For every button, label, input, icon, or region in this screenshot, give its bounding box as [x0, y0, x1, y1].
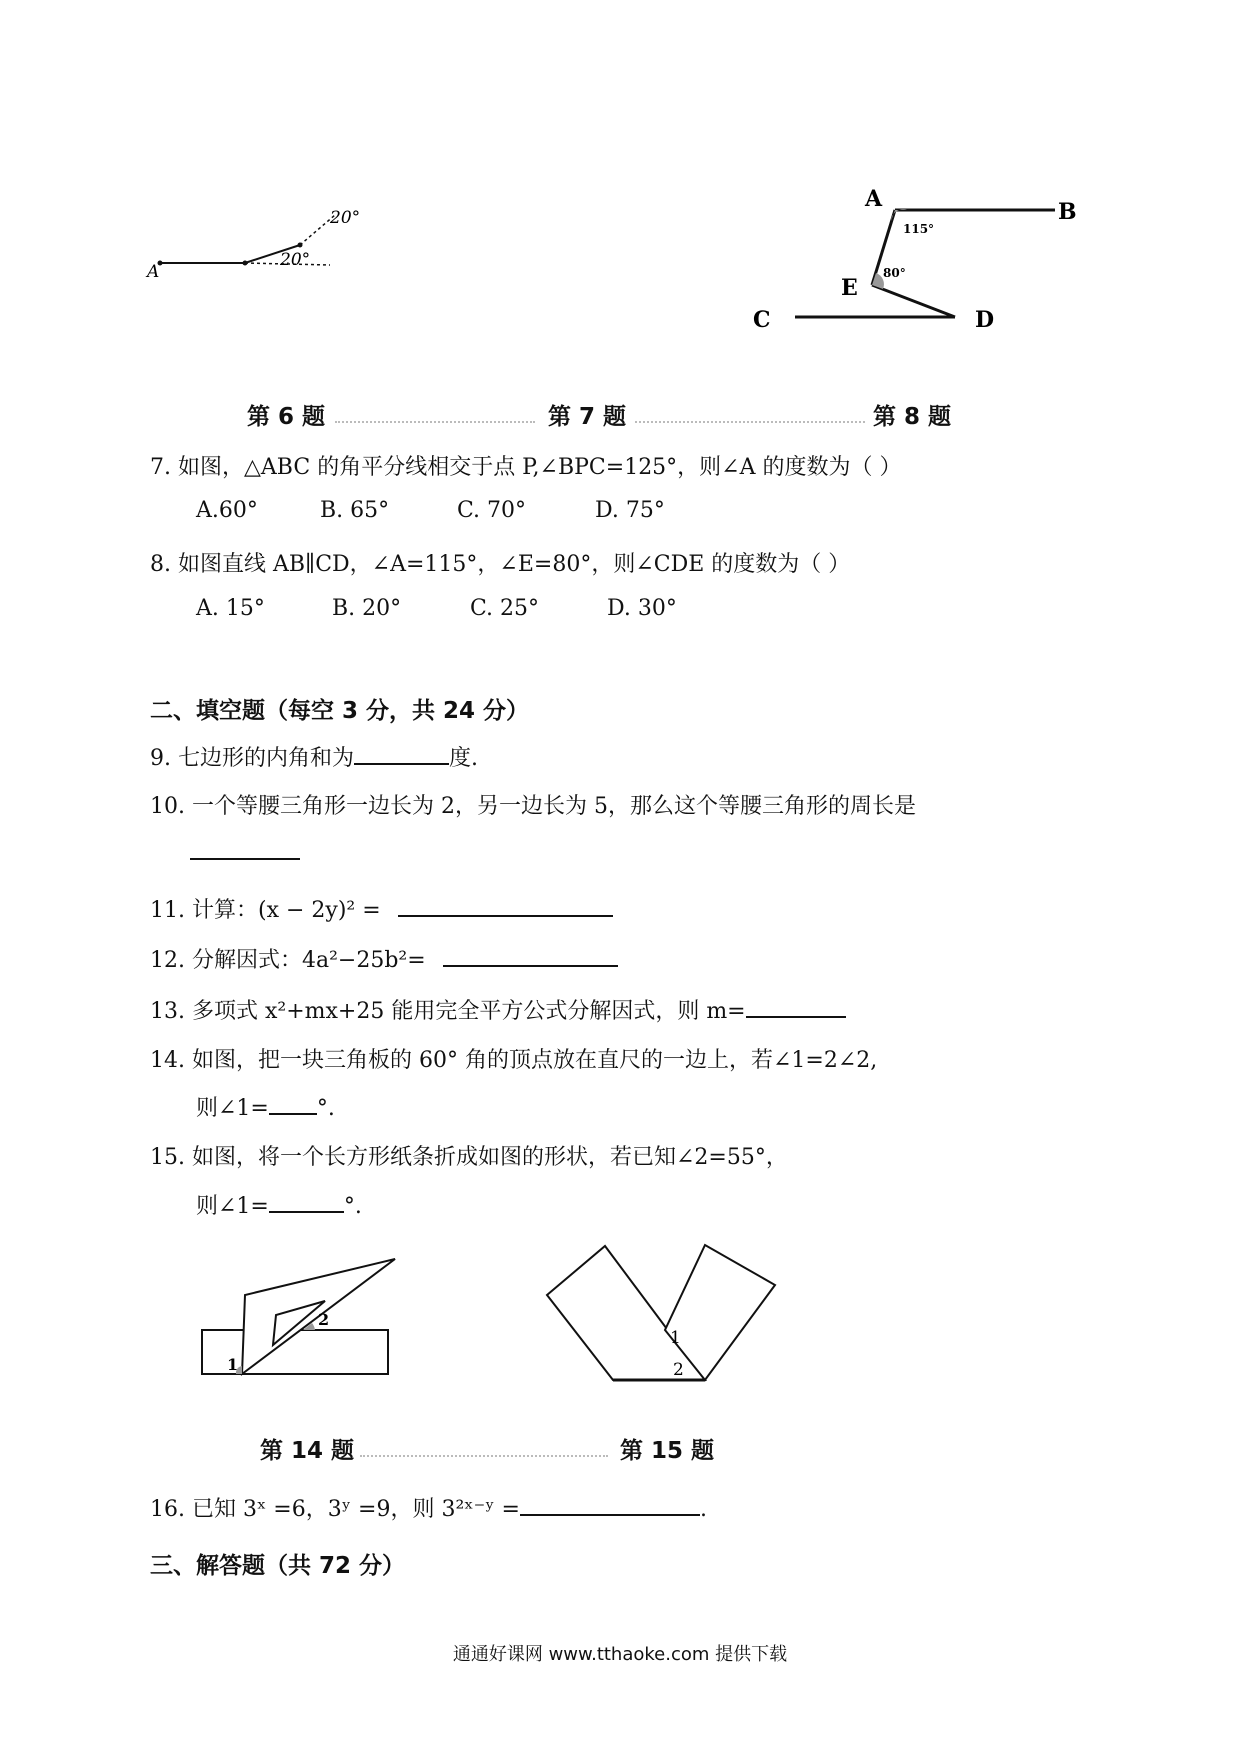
- question-15: 15. 如图，将一个长方形纸条折成如图的形状，若已知∠2=55°，: [150, 1145, 788, 1170]
- label-B: B: [1058, 199, 1077, 225]
- question-13: [150, 994, 846, 1025]
- answer-blank[interactable]: [746, 994, 846, 1018]
- label-E: E: [841, 275, 858, 301]
- section-fill-title: 二、填空题（每空 3 分，共 24 分）: [150, 698, 530, 724]
- answer-blank[interactable]: [269, 1189, 344, 1213]
- q7-option-c: C. 70°: [457, 498, 527, 523]
- q7-option-a: A.60°: [196, 498, 258, 523]
- angle-e-label: 80°: [883, 266, 906, 280]
- angle-label-2: 20°: [330, 208, 361, 228]
- q8-option-d: D. 30°: [607, 596, 677, 621]
- q8-option-b: B. 20°: [332, 596, 402, 621]
- question-10: 10. 一个等腰三角形一边长为 2，另一边长为 5，那么这个等腰三角形的周长是: [150, 794, 916, 819]
- q7-option-d: D. 75°: [595, 498, 665, 523]
- answer-blank[interactable]: [443, 943, 618, 967]
- q8-option-a: A. 15°: [196, 596, 265, 621]
- question-15-line-2: [196, 1189, 362, 1220]
- figure-question-6: [140, 195, 390, 285]
- caption-q14: 第 14 题: [260, 1438, 355, 1464]
- label-D: D: [975, 307, 995, 333]
- label-C: C: [753, 307, 771, 333]
- dotted-separator: [335, 421, 535, 423]
- section-solve-title: 三、解答题（共 72 分）: [150, 1553, 406, 1579]
- dotted-separator: [635, 421, 865, 423]
- angle-1-label: 1: [227, 1355, 239, 1374]
- q9-suffix: 度.: [448, 746, 478, 771]
- question-14-line-2: [196, 1091, 335, 1122]
- page-footer: 通通好课网 www.tthaoke.com 提供下载: [452, 1644, 788, 1665]
- dotted-separator: [360, 1455, 608, 1457]
- angle-2-label: 2: [318, 1310, 330, 1329]
- answer-blank[interactable]: [520, 1492, 700, 1516]
- q12-text: 12. 分解因式：4a²−25b²=: [150, 948, 426, 973]
- answer-blank[interactable]: [398, 893, 613, 917]
- q16-suffix: .: [699, 1497, 707, 1522]
- q13-text: 13. 多项式 x²+mx+25 能用完全平方公式分解因式，则 m=: [150, 999, 746, 1024]
- question-8: 8. 如图直线 AB∥CD，∠A=115°，∠E=80°，则∠CDE 的度数为（ ）: [150, 552, 851, 577]
- caption-q15: 第 15 题: [620, 1438, 715, 1464]
- angle-1-label: 1: [670, 1328, 681, 1348]
- label-a: A: [147, 262, 160, 282]
- caption-q8: 第 8 题: [873, 404, 952, 430]
- question-14: 14. 如图，把一块三角板的 60° 角的顶点放在直尺的一边上，若∠1=2∠2,: [150, 1048, 878, 1073]
- q7-option-b: B. 65°: [320, 498, 390, 523]
- question-12: [150, 943, 618, 974]
- q11-text: 11. 计算：(x − 2y)² =: [150, 898, 381, 923]
- q14-text: 则∠1=: [196, 1096, 269, 1121]
- q15-suffix: °.: [343, 1194, 362, 1219]
- figure-question-14: [195, 1255, 400, 1390]
- answer-blank[interactable]: [190, 858, 300, 860]
- answer-blank[interactable]: [269, 1091, 317, 1115]
- figure-question-15: [540, 1240, 785, 1395]
- question-9: [150, 741, 478, 772]
- question-16: [150, 1492, 707, 1523]
- label-A: A: [865, 186, 883, 212]
- angle-a-label: 115°: [903, 222, 935, 236]
- angle-label-1: 20°: [280, 250, 311, 270]
- caption-q7: 第 7 题: [548, 404, 627, 430]
- q15-text: 则∠1=: [196, 1194, 269, 1219]
- answer-blank[interactable]: [354, 741, 449, 765]
- q8-option-c: C. 25°: [470, 596, 540, 621]
- figure-question-8: [745, 185, 1105, 345]
- caption-q6: 第 6 题: [247, 404, 326, 430]
- q9-text: 9. 七边形的内角和为: [150, 746, 354, 771]
- angle-2-label: 2: [673, 1360, 684, 1380]
- q16-text: 16. 已知 3ˣ =6，3ʸ =9，则 3²ˣ⁻ʸ =: [150, 1497, 520, 1522]
- q14-suffix: °.: [316, 1096, 335, 1121]
- question-11: [150, 893, 613, 924]
- question-7: 7. 如图，△ABC 的角平分线相交于点 P,∠BPC=125°，则∠A 的度数为（ ）: [150, 455, 902, 480]
